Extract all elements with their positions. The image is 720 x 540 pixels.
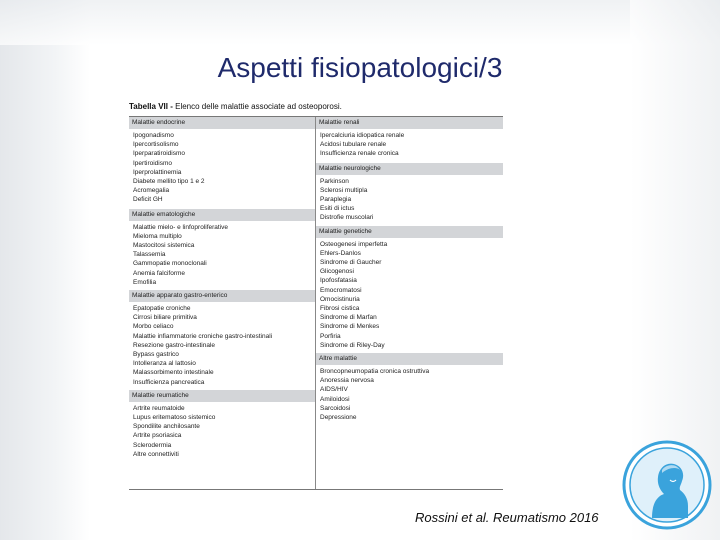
list-item: Ipofosfatasia xyxy=(320,277,357,285)
list-item: Emofilia xyxy=(133,278,157,286)
citation: Rossini et al. Reumatismo 2016 xyxy=(415,510,599,525)
list-item: Intolleranza al lattosio xyxy=(133,360,196,368)
list-item: Sindrome di Riley-Day xyxy=(320,341,385,349)
section-item-list xyxy=(316,175,503,226)
list-item: Anemia falciforme xyxy=(133,269,186,277)
list-item: Ipercortisolismo xyxy=(133,141,179,149)
list-item: Sclerosi multipla xyxy=(320,186,368,194)
list-item: Iperparatiroidismo xyxy=(133,150,186,158)
list-item: Sclerodermia xyxy=(133,441,172,449)
section-header: Malattie genetiche xyxy=(316,226,503,238)
section-header: Malattie reumatiche xyxy=(129,390,315,402)
section-header: Malattie neurologiche xyxy=(316,163,503,175)
section-header: Altre malattie xyxy=(316,353,503,365)
list-item: Sindrome di Menkes xyxy=(320,323,380,331)
list-item: Ipercalciuria idiopatica renale xyxy=(320,132,405,139)
list-item: Distrofie muscolari xyxy=(320,214,374,222)
list-item: Resezione gastro-intestinale xyxy=(133,341,216,349)
list-item: Iperprolattinemia xyxy=(133,168,182,176)
list-item: Gammopatie monoclonali xyxy=(133,260,207,268)
list-item: Acidosi tubulare renale xyxy=(320,141,387,149)
list-item: Epatopatie croniche xyxy=(133,305,191,313)
list-item: Parkinson xyxy=(320,177,349,185)
table-right-column xyxy=(316,117,503,489)
section-header: Malattie endocrine xyxy=(129,117,315,129)
list-item: Broncopneumopatia cronica ostruttiva xyxy=(320,368,430,376)
list-item: Malattie mielo- e linfoproliferative xyxy=(133,223,229,231)
list-item: Morbo celiaco xyxy=(133,323,174,331)
list-item: Ipertiroidismo xyxy=(133,159,173,167)
list-item: Anoressia nervosa xyxy=(320,377,374,385)
list-item: Osteogenesi imperfetta xyxy=(320,240,388,248)
list-item: Insufficienza pancreatica xyxy=(133,378,205,386)
list-item: Sindrome di Marfan xyxy=(320,314,377,322)
list-item: Artrite psoriasica xyxy=(133,432,182,440)
slide-title: Aspetti fisiopatologici/3 xyxy=(217,52,503,83)
section-item-list xyxy=(316,129,503,163)
list-item: Bypass gastrico xyxy=(133,351,179,359)
table-caption-text: Elenco delle malattie associate ad osteoporosi. xyxy=(175,102,342,111)
background-top-decoration xyxy=(0,0,720,45)
list-item: Mieloma multiplo xyxy=(133,232,182,240)
list-item: Paraplegia xyxy=(320,196,352,204)
list-item: Insufficienza renale cronica xyxy=(320,150,399,158)
section-item-list xyxy=(129,129,315,209)
list-item: Talassemia xyxy=(133,251,166,259)
list-item: Acromegalia xyxy=(133,187,170,195)
list-item: Malassorbimento intestinale xyxy=(133,369,214,377)
portrait-medallion-icon xyxy=(622,440,712,530)
section-item-list xyxy=(129,302,315,390)
list-item: AIDS/HIV xyxy=(320,386,348,394)
list-item: Amiloidosi xyxy=(320,395,350,403)
section-header: Malattie apparato gastro-enterico xyxy=(129,290,315,302)
list-item: Deficit GH xyxy=(133,196,163,204)
list-item: Diabete mellito tipo 1 e 2 xyxy=(133,178,205,186)
list-item: Spondilite anchilosante xyxy=(133,423,200,431)
table-caption-label: Tabella VII - xyxy=(129,102,173,111)
section-header: Malattie renali xyxy=(316,117,503,129)
list-item: Malattie infiammatorie croniche gastro-intestinali xyxy=(133,332,273,340)
list-item: Porfiria xyxy=(320,332,341,340)
logo xyxy=(622,440,712,530)
section-item-list xyxy=(129,402,315,462)
list-item: Sarcoidosi xyxy=(320,404,351,412)
table-caption xyxy=(129,100,503,114)
section-item-list xyxy=(316,238,503,353)
list-item: Altre connettiviti xyxy=(133,450,179,458)
list-item: Emocromatosi xyxy=(320,286,362,294)
background-left-decoration xyxy=(0,0,90,540)
list-item: Depressione xyxy=(320,414,357,422)
list-item: Mastocitosi sistemica xyxy=(133,242,195,250)
list-item: Glicogenosi xyxy=(320,268,354,276)
table-left-column xyxy=(129,117,316,489)
list-item: Fibrosi cistica xyxy=(320,305,360,313)
section-item-list xyxy=(129,221,315,290)
disease-table xyxy=(129,100,503,490)
section-header: Malattie ematologiche xyxy=(129,209,315,221)
list-item: Ehlers-Danlos xyxy=(320,249,361,257)
section-item-list xyxy=(316,365,503,425)
list-item: Sindrome di Gaucher xyxy=(320,259,382,267)
list-item: Artrite reumatoide xyxy=(133,404,185,412)
list-item: Ipogonadismo xyxy=(133,132,174,139)
list-item: Lupus eritematoso sistemico xyxy=(133,414,216,422)
list-item: Esiti di ictus xyxy=(320,205,355,213)
table-body xyxy=(129,116,503,490)
list-item: Omocistinuria xyxy=(320,295,360,303)
list-item: Cirrosi biliare primitiva xyxy=(133,314,197,322)
